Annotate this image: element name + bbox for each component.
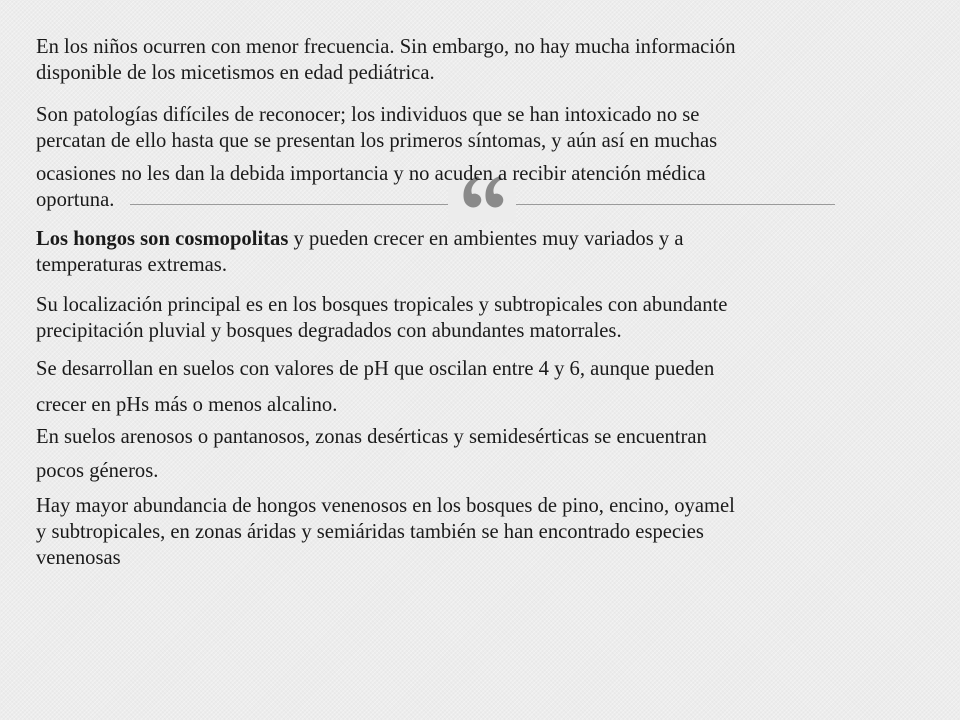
paragraph-difficult-pathologies: [36, 102, 948, 154]
text-line: oportuna.: [36, 189, 115, 211]
paragraph-cosmopolitan-fungi: [36, 226, 948, 278]
text-line: En suelos arenosos o pantanosos, zonas desérticas y semidesérticas se encuentran: [36, 426, 707, 448]
text-line: temperaturas extremas.: [36, 254, 227, 276]
text-span: y pueden crecer en ambientes muy variados y a: [288, 228, 684, 250]
text-line: [36, 226, 948, 252]
paragraph-soil-ph: [36, 356, 948, 382]
text-line: percatan de ello hasta que se presentan los primeros síntomas, y aún así en muchas: [36, 130, 718, 152]
text-line: Su localización principal es en los bosques tropicales y subtropicales con abundante: [36, 294, 728, 316]
paragraph-sandy-soils-cont: [36, 458, 948, 484]
paragraph-soil-ph-cont: [36, 392, 948, 418]
text-line: Se desarrollan en suelos con valores de pH que oscilan entre 4 y 6, aunque pueden: [36, 358, 715, 380]
text-line: venenosas: [36, 547, 121, 569]
text-line: ocasiones no les dan la debida importancia y no acuden a recibir atención médica: [36, 163, 706, 185]
text-line: disponible de los micetismos en edad pediátrica.: [36, 62, 435, 84]
text-line: Hay mayor abundancia de hongos venenosos en los bosques de pino, encino, oyamel: [36, 495, 735, 517]
bold-phrase: Los hongos son cosmopolitas: [36, 228, 289, 250]
paragraph-sandy-soils: [36, 424, 948, 450]
text-line: precipitación pluvial y bosques degradados con abundantes matorrales.: [36, 320, 622, 342]
paragraph-localization: [36, 292, 948, 344]
paragraph-children-frequency: [36, 34, 948, 86]
text-line: y subtropicales, en zonas áridas y semiáridas también se han encontrado especies: [36, 521, 704, 543]
text-line: Son patologías difíciles de reconocer; los individuos que se han intoxicado no se: [36, 104, 700, 126]
paragraph-difficult-pathologies-cont: [36, 161, 948, 213]
text-line: En los niños ocurren con menor frecuencia. Sin embargo, no hay mucha información: [36, 36, 736, 58]
text-line: crecer en pHs más o menos alcalino.: [36, 394, 338, 416]
paragraph-venomous-abundance: [36, 493, 948, 571]
text-line: pocos géneros.: [36, 460, 159, 482]
